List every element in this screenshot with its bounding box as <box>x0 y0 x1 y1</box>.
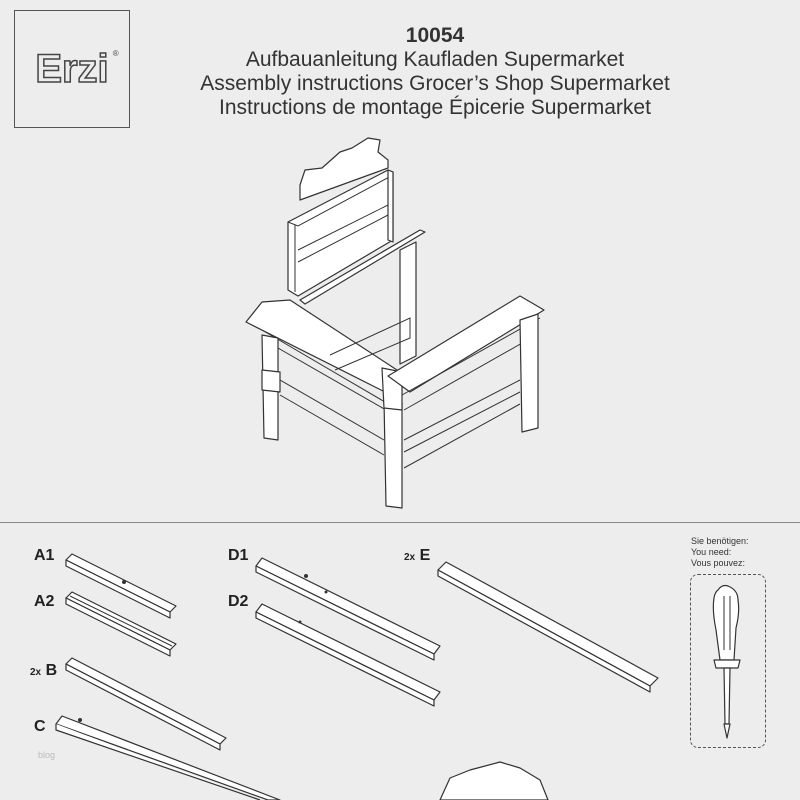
part-label-e: 2x E <box>404 547 431 564</box>
tools-need-german: Sie benötigen: <box>691 536 749 546</box>
title-german: Aufbauanleitung Kaufladen Supermarket <box>245 48 625 71</box>
title-english: Assembly instructions Grocer’s Shop Supermarket <box>200 72 670 95</box>
part-qty-b: 2x <box>30 667 42 678</box>
article-number: 10054 <box>405 24 465 47</box>
tools-need-english: You need: <box>691 547 732 557</box>
part-label-a2: A2 <box>34 593 55 610</box>
part-label-d2: D2 <box>228 593 249 610</box>
part-label-b: 2x B <box>30 662 58 679</box>
watermark: blog <box>38 750 56 760</box>
title-french: Instructions de montage Épicerie Supermarket <box>219 96 651 119</box>
part-label-d1: D1 <box>228 547 249 564</box>
erzi-logo: Erzi ® <box>35 46 119 91</box>
part-qty-e: 2x <box>404 552 416 563</box>
tools-need-french: Vous pouvez: <box>691 558 746 568</box>
part-label-a1: A1 <box>34 547 55 564</box>
part-label-c: C <box>34 718 46 735</box>
registered-mark: ® <box>112 48 119 58</box>
